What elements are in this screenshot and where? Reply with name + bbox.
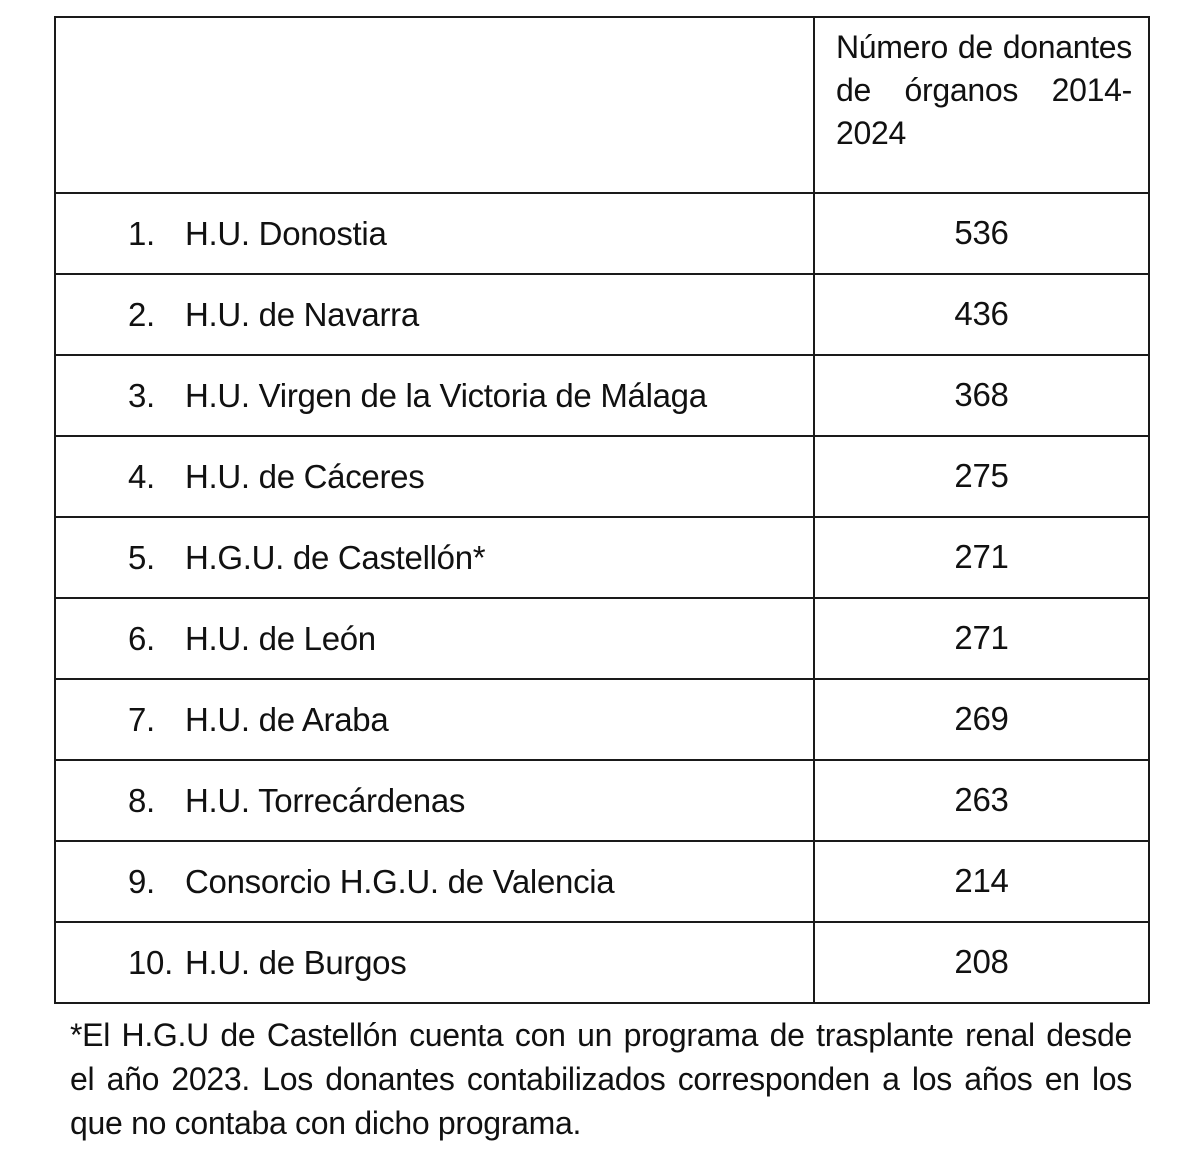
hospital-name: Consorcio H.G.U. de Valencia	[185, 862, 615, 900]
donor-count: 275	[814, 436, 1149, 517]
hospital-cell	[55, 436, 814, 517]
table-header-row	[55, 17, 1149, 193]
hospital-name: H.U. de Navarra	[185, 295, 419, 333]
table-row	[55, 517, 1149, 598]
donor-count: 214	[814, 841, 1149, 922]
hospital-cell	[55, 679, 814, 760]
donor-count: 368	[814, 355, 1149, 436]
rank-number: 10.	[128, 943, 173, 981]
donor-count: 269	[814, 679, 1149, 760]
table-row	[55, 841, 1149, 922]
hospital-name: H.U. de Burgos	[185, 943, 407, 981]
donor-count: 536	[814, 193, 1149, 274]
hospital-cell	[55, 598, 814, 679]
rank-number: 9.	[128, 862, 155, 900]
donor-count: 436	[814, 274, 1149, 355]
donor-count: 208	[814, 922, 1149, 1003]
hospital-name: H.U. Donostia	[185, 214, 387, 252]
donor-count: 263	[814, 760, 1149, 841]
hospital-cell	[55, 274, 814, 355]
rank-number: 7.	[128, 700, 155, 738]
rank-number: 4.	[128, 457, 155, 495]
hospital-cell	[55, 517, 814, 598]
hospital-name: H.U. Virgen de la Victoria de Málaga	[185, 376, 707, 414]
hospital-cell	[55, 841, 814, 922]
header-count-label: Número de donantes de órganos 2014-2024	[836, 29, 1132, 151]
hospital-name: H.U. Torrecárdenas	[185, 781, 466, 819]
header-name-cell	[55, 17, 814, 193]
rank-number: 6.	[128, 619, 155, 657]
rank-number: 3.	[128, 376, 155, 414]
header-count-cell	[814, 17, 1149, 193]
table-row	[55, 679, 1149, 760]
rank-number: 8.	[128, 781, 155, 819]
hospital-cell	[55, 355, 814, 436]
hospital-cell	[55, 193, 814, 274]
donor-count: 271	[814, 598, 1149, 679]
table-row	[55, 760, 1149, 841]
donor-count: 271	[814, 517, 1149, 598]
hospital-name: H.U. de León	[185, 619, 376, 657]
table-row	[55, 355, 1149, 436]
rank-number: 5.	[128, 538, 155, 576]
table-row	[55, 193, 1149, 274]
table-row	[55, 436, 1149, 517]
hospital-cell	[55, 922, 814, 1003]
table-row	[55, 922, 1149, 1003]
rank-number: 1.	[128, 214, 155, 252]
rank-number: 2.	[128, 295, 155, 333]
table-row	[55, 598, 1149, 679]
hospital-name: H.G.U. de Castellón*	[185, 538, 486, 576]
hospital-name: H.U. de Cáceres	[185, 457, 425, 495]
table-row	[55, 274, 1149, 355]
hospital-name: H.U. de Araba	[185, 700, 389, 738]
donors-table	[54, 16, 1150, 1004]
footnote: *El H.G.U de Castellón cuenta con un programa de trasplante renal desde el año 2023. Los donantes contabilizados corresponden a los años en los que no contaba con dicho programa.	[70, 1017, 1132, 1141]
hospital-cell	[55, 760, 814, 841]
